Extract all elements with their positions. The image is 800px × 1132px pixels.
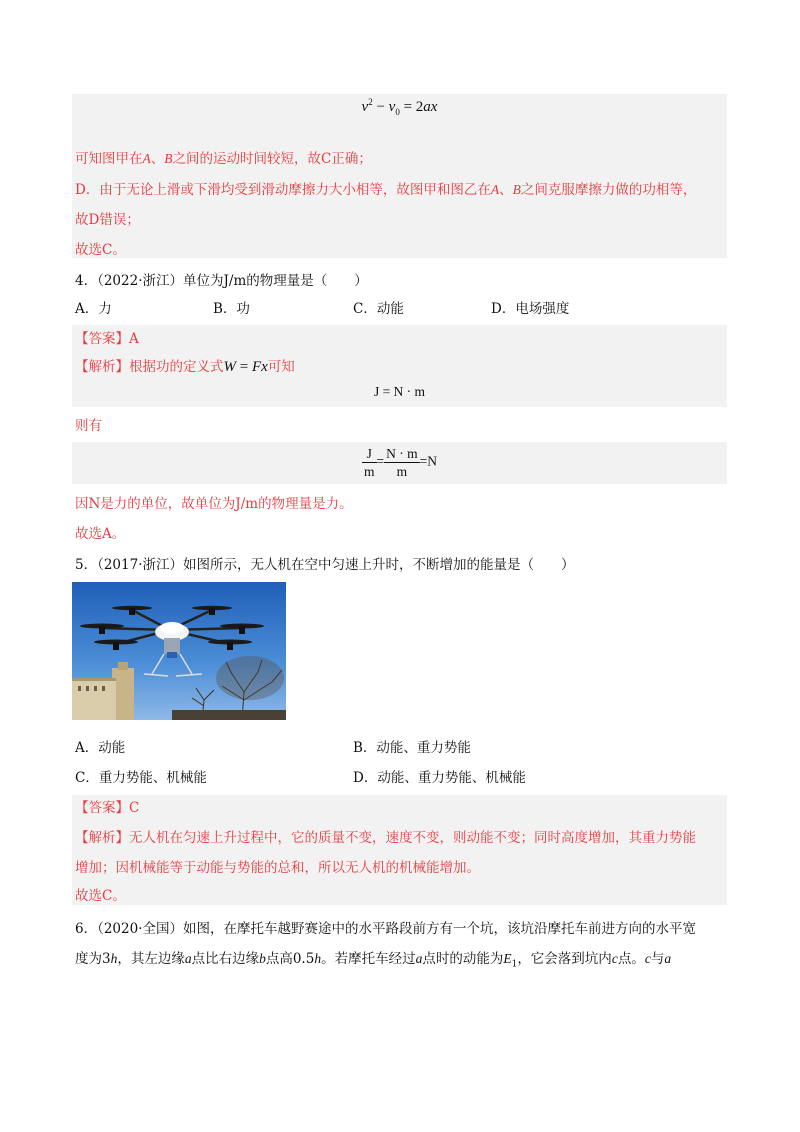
- option-c-q4: C．动能: [353, 301, 404, 317]
- choose-line-q5: 故选C。: [75, 888, 126, 904]
- answer-block-q5: [72, 795, 727, 905]
- drone-photo: [72, 582, 286, 720]
- question-stem-q6: 6．（2020·全国）如图，在摩托车越野赛途中的水平路段前方有一个坑，该坑沿摩托车前进方向的水平宽: [75, 921, 696, 937]
- answer-block-q3: [72, 94, 727, 258]
- then-line-q4: 则有: [75, 418, 102, 434]
- option-d-q4: D．电场强度: [491, 301, 570, 317]
- analysis-line: D．由于无论上滑或下滑均受到滑动摩擦力大小相等，故图甲和图乙在A、B之间克服摩擦力做的功相等，: [75, 182, 697, 198]
- analysis-line-q5: 【解析】无人机在匀速上升过程中，它的质量不变，速度不变，则动能不变；同时高度增加，其重力势能: [75, 830, 696, 846]
- analysis-line-q5: 增加；因机械能等于动能与势能的总和，所以无人机的机械能增加。: [75, 860, 480, 876]
- option-d-q5: D．动能、重力势能、机械能: [353, 770, 526, 786]
- choose-line-q4: 故选A。: [75, 526, 126, 542]
- analysis-line-q4: 【解析】根据功的定义式W = Fx可知: [75, 359, 295, 375]
- answer-label-q4: 【答案】A: [75, 331, 139, 347]
- option-c-q5: C．重力势能、机械能: [75, 770, 207, 786]
- question-stem-q5: 5．（2017·浙江）如图所示，无人机在空中匀速上升时，不断增加的能量是（ ）: [75, 557, 575, 573]
- drone-illustration: [72, 582, 286, 720]
- analysis-line: 故D错误；: [75, 212, 140, 228]
- option-b-q4: B．功: [213, 301, 250, 317]
- question-stem-q4: 4．（2022·浙江）单位为J/m的物理量是（ ）: [75, 273, 368, 289]
- equation-kinematics: $v^2 - v_0 = 2ax$: [361, 97, 438, 117]
- choose-line: 故选C。: [75, 242, 126, 258]
- analysis-line: 可知图甲在A、B之间的运动时间较短，故C正确；: [75, 151, 372, 167]
- option-b-q5: B．动能、重力势能: [353, 740, 471, 756]
- equation-fraction: $\frac{J}{m}$ = $\frac{N \cdot m}{m}$ =N: [363, 446, 437, 479]
- conclusion-line-q4: 因N是力的单位，故单位为J/m的物理量是力。: [75, 496, 353, 512]
- answer-label-q5: 【答案】C: [75, 800, 140, 816]
- fraction-nm-over-m: $\frac{N \cdot m}{m}$: [386, 446, 418, 479]
- equation-unit-joule: J = N · m: [373, 384, 426, 399]
- question-stem-q6-line2: 度为3h，其左边缘a点比右边缘b点高0.5h。若摩托车经过a点时的动能为$E_1$，它会落到坑内c点。c与a: [75, 951, 672, 970]
- option-a-q4: A．力: [75, 301, 112, 317]
- fraction-j-over-m: $\frac{J}{m}$: [363, 446, 375, 479]
- option-a-q5: A．动能: [75, 740, 126, 756]
